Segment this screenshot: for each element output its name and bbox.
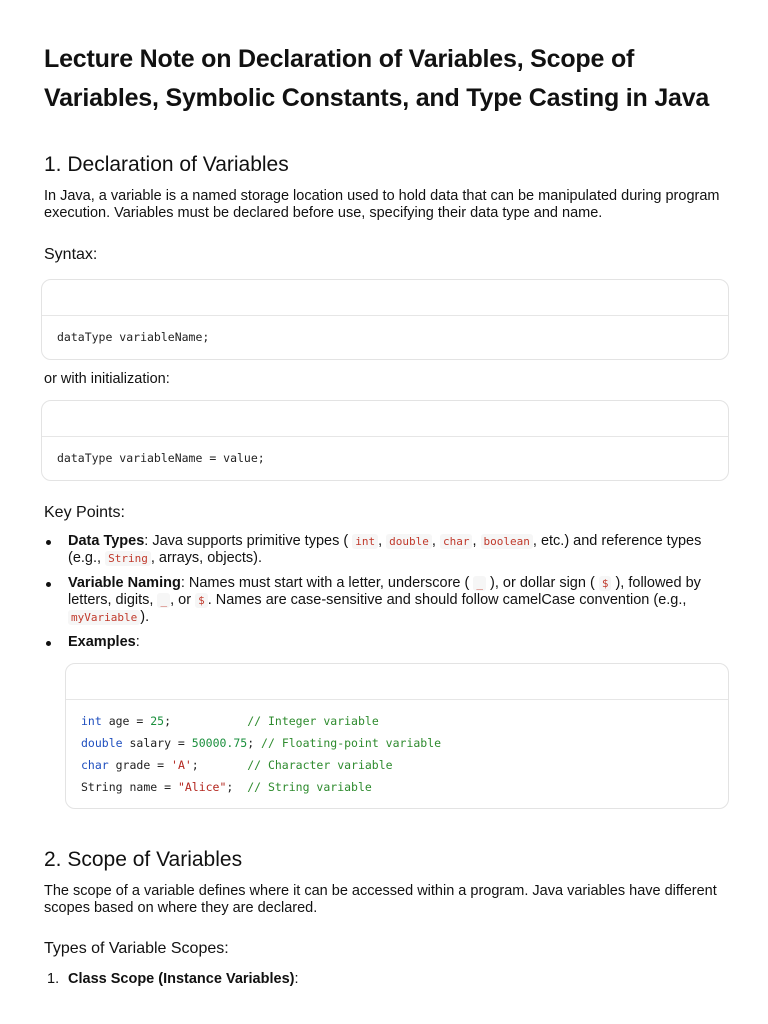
list-item-text: , or — [170, 592, 192, 608]
inline-code: String — [105, 551, 151, 566]
code-identifier: grade = — [108, 758, 172, 772]
code-comment: // Floating-point variable — [261, 736, 442, 750]
code-comment: // String variable — [247, 780, 372, 794]
code-comment: // Integer variable — [247, 714, 379, 728]
key-points-heading: Key Points: — [44, 504, 125, 521]
code-identifier: salary = — [122, 736, 192, 750]
code-block-initialization — [41, 400, 729, 481]
inline-code: boolean — [481, 534, 533, 549]
code-value: 50000.75 — [191, 736, 248, 750]
code-identifier: age = — [101, 714, 151, 728]
list-item-text: ), followed by letters, digits, — [68, 575, 701, 608]
list-item-text: . Names are case-sensitive and should follow camelCase convention (e.g., — [207, 592, 687, 608]
initialization-text: or with initialization: — [44, 371, 170, 387]
code-block-header — [42, 401, 728, 437]
ordered-list-number: 1. — [47, 971, 60, 987]
code-type: String — [81, 780, 123, 794]
code-block-header — [42, 280, 728, 316]
list-item-text: : — [294, 971, 299, 987]
code-identifier: name = — [122, 780, 178, 794]
list-item-examples — [68, 634, 728, 651]
code-line — [81, 754, 728, 776]
inline-code: myVariable — [68, 610, 140, 625]
code-punctuation: ; — [191, 758, 248, 772]
page-title: Lecture Note on Declaration of Variables, Scope of Variables, Symbolic Constants, and Type Casting in Java — [44, 45, 710, 112]
section-intro-scope: The scope of a variable defines where it can be accessed within a program. Java variables have different scopes based on where they are declared. — [44, 883, 717, 916]
inline-code: $ — [599, 576, 612, 591]
inline-code: _ — [157, 593, 170, 608]
list-item-text: : Java supports primitive types ( — [144, 533, 349, 549]
code-punctuation: ; — [226, 780, 248, 794]
code-type: int — [81, 714, 102, 728]
inline-code: _ — [473, 576, 486, 591]
code-type: double — [81, 736, 123, 750]
code-block-examples — [65, 663, 729, 809]
bullet-dot — [46, 540, 51, 545]
list-item-text: , arrays, objects). — [150, 550, 263, 566]
code-line: dataType variableName = value; — [57, 451, 265, 465]
inline-code: $ — [195, 593, 208, 608]
list-item-text: , — [378, 533, 383, 549]
code-type: char — [81, 758, 109, 772]
list-item-label: Variable Naming — [68, 575, 181, 591]
list-item-text: ), or dollar sign ( — [490, 575, 595, 591]
section-heading-scope: 2. Scope of Variables — [44, 848, 243, 871]
list-item-data-types — [68, 533, 728, 567]
scope-types-heading: Types of Variable Scopes: — [44, 940, 229, 957]
list-item-text: , — [431, 533, 436, 549]
syntax-heading: Syntax: — [44, 246, 98, 263]
list-item-text: ). — [140, 609, 150, 625]
list-item-variable-naming — [68, 575, 728, 626]
inline-code: int — [352, 534, 378, 549]
code-value: 25 — [150, 714, 165, 728]
code-block-header — [66, 664, 728, 700]
list-item-class-scope — [68, 971, 728, 988]
code-block-syntax — [41, 279, 729, 360]
examples-code-body — [66, 700, 728, 798]
code-line — [81, 710, 728, 732]
code-punctuation: ; — [164, 714, 248, 728]
code-comment: // Character variable — [247, 758, 393, 772]
code-value: "Alice" — [177, 780, 227, 794]
list-item-text: , etc.) and reference types (e.g., — [68, 533, 702, 566]
list-item-label: Class Scope (Instance Variables) — [68, 971, 295, 987]
list-item-text: , — [472, 533, 477, 549]
inline-code: char — [440, 534, 473, 549]
bullet-dot — [46, 641, 51, 646]
code-punctuation: ; — [247, 736, 262, 750]
code-line: dataType variableName; — [57, 330, 210, 344]
code-line — [81, 776, 728, 798]
inline-code: double — [386, 534, 432, 549]
list-item-label: Data Types — [68, 533, 145, 549]
list-item-text: : Names must start with a letter, underscore ( — [180, 575, 470, 591]
list-item-label: Examples — [68, 634, 136, 650]
section-intro-declaration: In Java, a variable is a named storage location used to hold data that can be manipulated during program execution. Variables must be declared before use, specifying their data type and name. — [44, 188, 720, 221]
section-heading-declaration: 1. Declaration of Variables — [44, 153, 289, 176]
code-value: 'A' — [171, 758, 192, 772]
list-item-text: : — [135, 634, 140, 650]
bullet-dot — [46, 582, 51, 587]
code-line — [81, 732, 728, 754]
